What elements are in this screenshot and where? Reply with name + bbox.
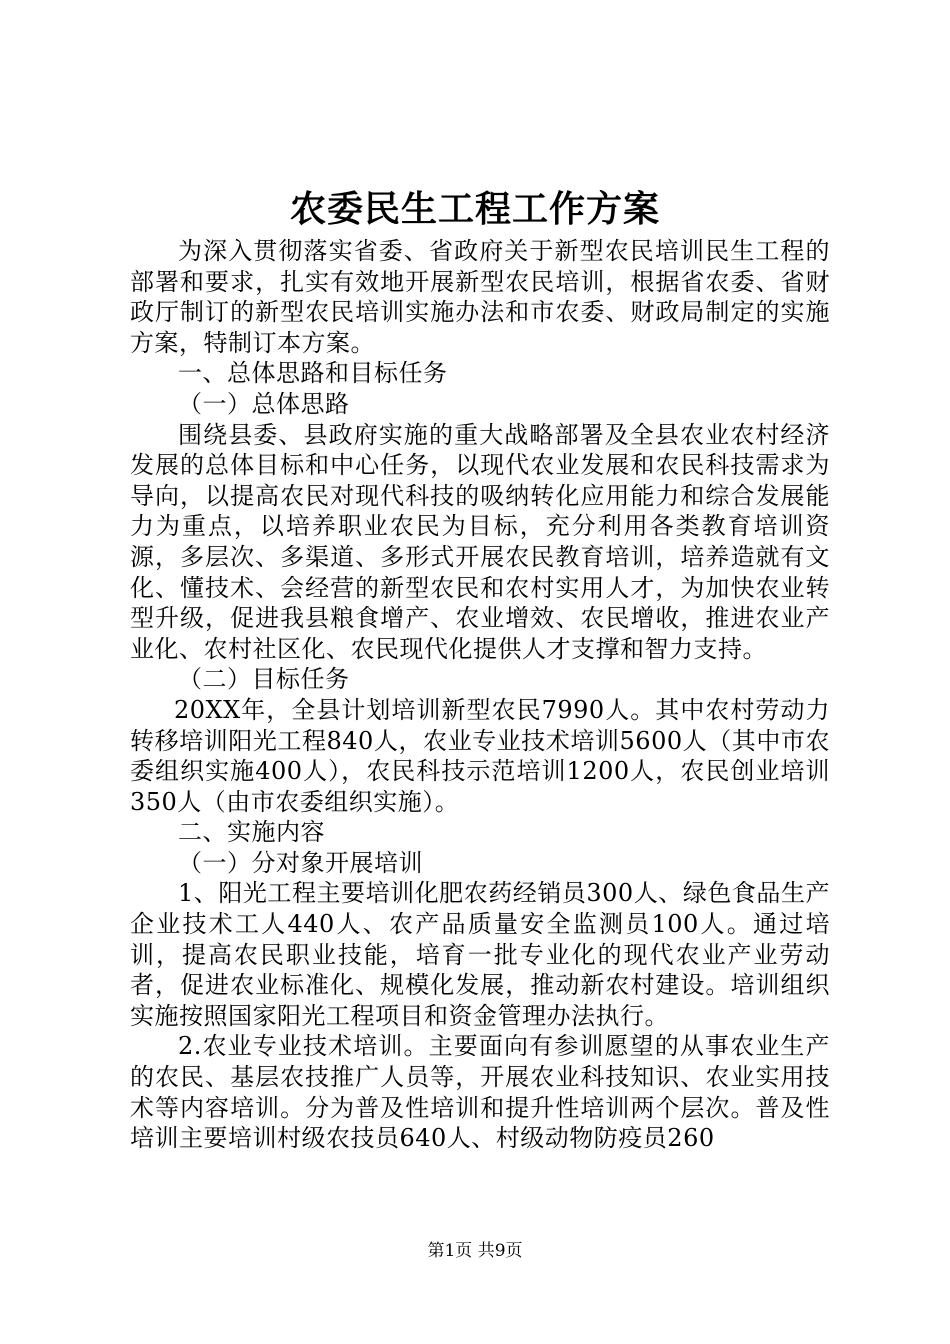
page-footer: 第1页 共9页: [427, 1241, 523, 1261]
document-body: [130, 236, 830, 1154]
paragraph-targets: 20XX年，全县计划培训新型农民7990人。其中农村劳动力转移培训阳光工程840人，农业专业技术培训5600人（其中市农委组织实施400人），农民科技示范培训1200人，农民创业培训350人（由市农委组织实施）。: [130, 695, 830, 816]
heading-subsection-1-1: （一）总体思路: [178, 389, 350, 418]
paragraph-sunshine-project: 1、阳光工程主要培训化肥农药经销员300人、绿色食品生产企业技术工人440人、农产品质量安全监测员100人。通过培训，提高农民职业技能，培育一批专业化的现代农业产业劳动者，促进农业标准化、规模化发展，推动新农村建设。培训组织实施按照国家阳光工程项目和资金管理办法执行。: [130, 879, 830, 1030]
paragraph-overall-approach: 围绕县委、县政府实施的重大战略部署及全县农业农村经济发展的总体目标和中心任务，以现代农业发展和农民科技需求为导向，以提高农民对现代科技的吸纳转化应用能力和综合发展能力为重点，以培养职业农民为目标，充分利用各类教育培训资源，多层次、多渠道、多形式开展农民教育培训，培养造就有文化、懂技术、会经营的新型农民和农村实用人才，为加快农业转型升级，促进我县粮食增产、农业增效、农民增收，推进农业产业化、农村社区化、农民现代化提供人才支撑和智力支持。: [130, 420, 830, 663]
heading-subsection-1-2: （二）目标任务: [178, 665, 350, 694]
heading-subsection-2-1: （一）分对象开展培训: [178, 848, 423, 877]
paragraph-agri-training: 2.农业专业技术培训。主要面向有参训愿望的从事农业生产的农民、基层农技推广人员等，开展农业科技知识、农业实用技术等内容培训。分为普及性培训和提升性培训两个层次。普及性培训主要培训村级农技员640人、村级动物防疫员260: [130, 1032, 830, 1153]
heading-section-1: 一、总体思路和目标任务: [178, 359, 448, 388]
heading-section-2: 二、实施内容: [178, 818, 325, 847]
paragraph-intro: 为深入贯彻落实省委、省政府关于新型农民培训民生工程的部署和要求，扎实有效地开展新型农民培训，根据省农委、省财政厅制订的新型农民培训实施办法和市农委、财政局制定的实施方案，特制订本方案。: [130, 237, 830, 357]
document-title: 农委民生工程工作方案: [289, 188, 660, 230]
